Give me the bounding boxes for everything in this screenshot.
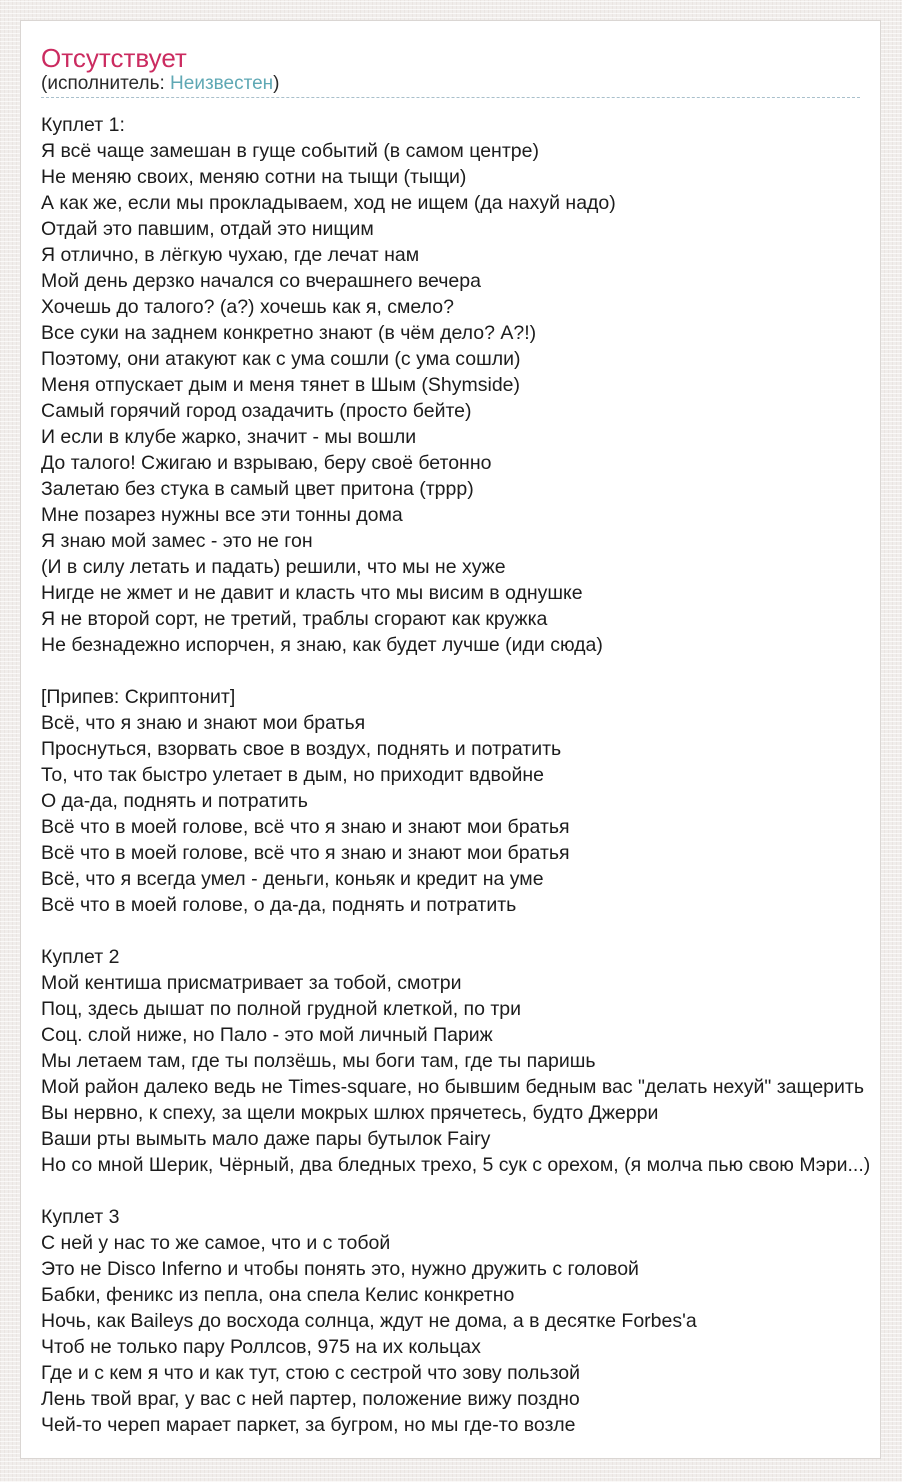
lyric-line: Меня отпускает дым и меня тянет в Шым (Shymside) xyxy=(41,374,521,396)
lyrics-card xyxy=(20,20,881,1459)
song-title: Отсутствует xyxy=(41,43,187,73)
lyric-line: Проснуться, взорвать свое в воздух, поднять и потратить xyxy=(41,738,562,760)
dotted-separator xyxy=(41,97,860,98)
lyric-line: Ночь, как Baileys до восхода солнца, ждут не дома, а в десятке Forbes'a xyxy=(41,1310,697,1332)
lyric-line: Мой день дерзко начался со вчерашнего вечера xyxy=(41,270,481,292)
lyric-line: Поц, здесь дышат по полной грудной клеткой, по три xyxy=(41,998,522,1020)
lyric-line: Мне позарез нужны все эти тонны дома xyxy=(41,504,403,526)
artist-line-suffix: ) xyxy=(273,73,280,94)
stanza xyxy=(41,944,871,1178)
lyric-line: Я знаю мой замес - это не гон xyxy=(41,530,313,552)
lyric-line: Не безнадежно испорчен, я знаю, как будет лучше (иди сюда) xyxy=(41,634,603,656)
lyric-line: Соц. слой ниже, но Пало - это мой личный Париж xyxy=(41,1024,493,1046)
lyrics-text xyxy=(41,112,871,1438)
lyric-line: С ней у нас то же самое, что и с тобой xyxy=(41,1232,391,1254)
artist-link[interactable]: Неизвестен xyxy=(170,73,274,94)
lyric-line: Мы летаем там, где ты ползёшь, мы боги там, где ты паришь xyxy=(41,1050,596,1072)
lyric-line: Чей-то череп марает паркет, за бугром, но мы где-то возле xyxy=(41,1414,576,1436)
lyric-line: Нигде не жмет и не давит и класть что мы висим в однушке xyxy=(41,582,583,604)
lyric-line: А как же, если мы прокладываем, ход не ищем (да нахуй надо) xyxy=(41,192,616,214)
lyric-line: Залетаю без стука в самый цвет притона (тррр) xyxy=(41,478,474,500)
lyric-line: Я отлично, в лёгкую чухаю, где лечат нам xyxy=(41,244,420,266)
lyric-line: Все суки на заднем конкретно знают (в чём дело? А?!) xyxy=(41,322,537,344)
lyric-line: О да-да, поднять и потратить xyxy=(41,790,308,812)
lyric-line: Где и с кем я что и как тут, стою с сестрой что зову пользой xyxy=(41,1362,581,1384)
lyric-line: Но со мной Шерик, Чёрный, два бледных трехо, 5 сук с орехом, (я молча пью свою Мэри...) xyxy=(41,1154,871,1176)
lyric-line: Куплет 1: xyxy=(41,114,125,136)
lyric-line: Это не Disco Inferno и чтобы понять это, нужно дружить с головой xyxy=(41,1258,639,1280)
lyric-line: Бабки, феникс из пепла, она спела Келис конкретно xyxy=(41,1284,515,1306)
lyric-line: Всё, что я знаю и знают мои братья xyxy=(41,712,366,734)
lyric-line: Хочешь до талого? (а?) хочешь как я, смело? xyxy=(41,296,454,318)
lyric-line: Я всё чаще замешан в гуще событий (в самом центре) xyxy=(41,140,539,162)
lyric-line: Самый горячий город озадачить (просто бейте) xyxy=(41,400,472,422)
lyric-line: Всё, что я всегда умел - деньги, коньяк и кредит на уме xyxy=(41,868,544,890)
lyric-line: Всё что в моей голове, о да-да, поднять и потратить xyxy=(41,894,517,916)
lyric-line: Мой кентиша присматривает за тобой, смотри xyxy=(41,972,462,994)
lyric-line: Всё что в моей голове, всё что я знаю и знают мои братья xyxy=(41,816,570,838)
lyric-line: (И в силу летать и падать) решили, что мы не хуже xyxy=(41,556,506,578)
lyric-line: До талого! Сжигаю и взрываю, беру своё бетонно xyxy=(41,452,492,474)
artist-label: (исполнитель: xyxy=(41,73,171,94)
lyric-line: Чтоб не только пару Роллсов, 975 на их кольцах xyxy=(41,1336,481,1358)
lyric-line: Лень твой враг, у вас с ней партер, положение вижу поздно xyxy=(41,1388,580,1410)
lyric-line: Не меняю своих, меняю сотни на тыщи (тыщи) xyxy=(41,166,467,188)
stanza xyxy=(41,112,860,658)
artist-line xyxy=(41,73,860,95)
lyric-line: [Припев: Скриптонит] xyxy=(41,686,236,708)
lyric-line: Мой район далеко ведь не Times-square, но бывшим бедным вас "делать нехуй" защерить xyxy=(41,1076,864,1098)
stanza xyxy=(41,684,860,918)
lyric-line: То, что так быстро улетает в дым, но приходит вдвойне xyxy=(41,764,545,786)
lyric-line: Вы нервно, к спеху, за щели мокрых шлюх прячетесь, будто Джерри xyxy=(41,1102,659,1124)
lyric-line: И если в клубе жарко, значит - мы вошли xyxy=(41,426,417,448)
lyric-line: Куплет 3 xyxy=(41,1206,120,1228)
lyric-line: Ваши рты вымыть мало даже пары бутылок Fairy xyxy=(41,1128,491,1150)
lyric-line: Я не второй сорт, не третий, траблы сгорают как кружка xyxy=(41,608,548,630)
lyric-line: Всё что в моей голове, всё что я знаю и знают мои братья xyxy=(41,842,570,864)
lyric-line: Поэтому, они атакуют как с ума сошли (с ума сошли) xyxy=(41,348,521,370)
lyric-line: Куплет 2 xyxy=(41,946,120,968)
stanza xyxy=(41,1204,860,1438)
lyric-line: Отдай это павшим, отдай это нищим xyxy=(41,218,374,240)
